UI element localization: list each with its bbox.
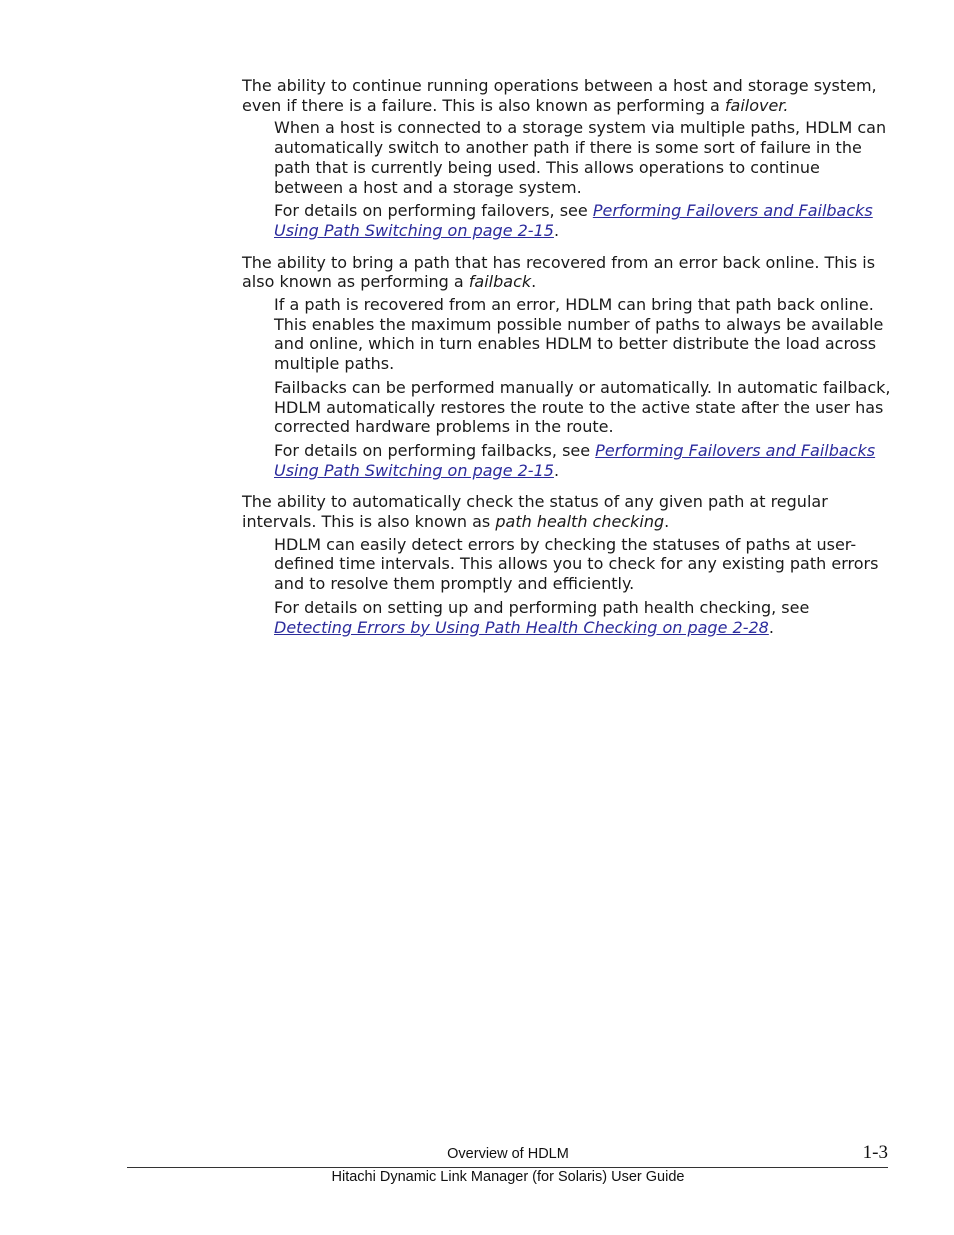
page-number: 1-3 [862, 1142, 888, 1163]
footer-chapter-title: Overview of HDLM [447, 1146, 569, 1162]
failover-description: The ability to continue running operations between a host and storage system, even if there is a failure. This is also known as performing a failover. [242, 76, 877, 115]
failback-link[interactable]: Performing Failovers and Failbacks Using Path Switching on page 2-15 [274, 440, 876, 480]
health-check-link[interactable]: Detecting Errors by Using Path Health Checking on page 2-28 [274, 617, 769, 637]
failback-explanation: If a path is recovered from an error, HDLM can bring that path back online. This enables the maximum possible number of paths to always be available and online, which in turn enables HDLM to better distribute the load across multiple paths. [274, 295, 884, 374]
failback-modes: Failbacks can be performed manually or automatically. In automatic failback, HDLM automatically restores the route to the active state after the user has corrected hardware problems in the route. [274, 377, 891, 437]
health-check-section [242, 492, 892, 637]
failover-term: failover. [724, 95, 789, 115]
failback-term: failback [468, 272, 532, 292]
footer-guide-title: Hitachi Dynamic Link Manager (for Solaris) User Guide [331, 1169, 685, 1185]
health-check-term: path health checking [495, 512, 665, 532]
main-content [242, 76, 892, 637]
failover-details: For details on performing failovers, see Performing Failovers and Failbacks Using Path Switching on page 2-15. [274, 201, 873, 240]
failover-section [242, 76, 892, 241]
health-check-details: For details on setting up and performing path health checking, see Detecting Errors by Using Path Health Checking on page 2-28. [274, 597, 810, 637]
failback-section [242, 253, 892, 481]
failover-link[interactable]: Performing Failovers and Failbacks Using Path Switching on page 2-15 [274, 201, 873, 240]
health-check-description: The ability to automatically check the status of any given path at regular intervals. This is also known as path health checking. [242, 492, 828, 532]
footer-divider [127, 1167, 888, 1168]
failback-description: The ability to bring a path that has recovered from an error back online. This is also known as performing a failback. [242, 252, 876, 292]
failover-explanation: When a host is connected to a storage system via multiple paths, HDLM can automatically switch to another path if there is some sort of failure in the path that is currently being used. This allows operations to continue between a host and a storage system. [274, 118, 887, 197]
health-check-explanation: HDLM can easily detect errors by checking the statuses of paths at user-defined time intervals. This allows you to check for any existing path errors and to resolve them promptly and efficiently. [274, 534, 879, 594]
failback-details: For details on performing failbacks, see Performing Failovers and Failbacks Using Path Switching on page 2-15. [274, 440, 876, 480]
